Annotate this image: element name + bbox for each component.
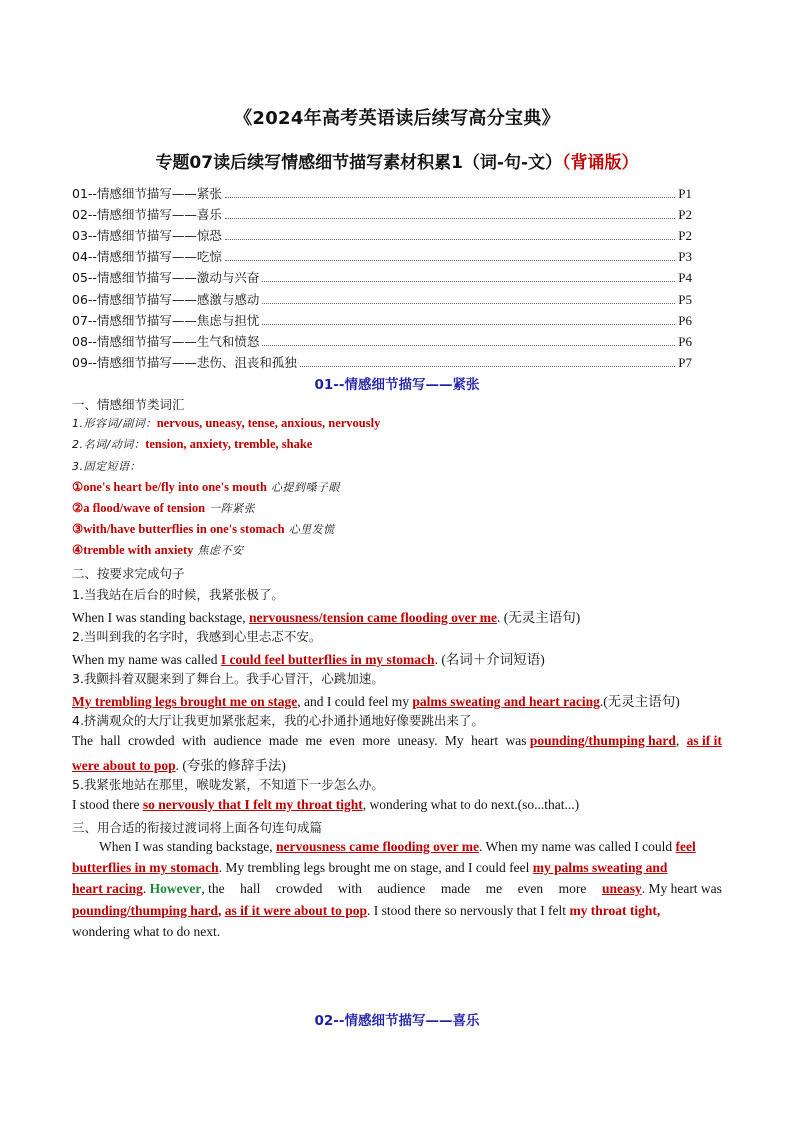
document-title: 《2024年高考英语读后续写高分宝典》	[234, 108, 560, 129]
toc-leader-dots	[262, 324, 675, 325]
paragraph-line: butterflies in my stomach. My trembling legs brought me on stage, and I could feel my palms sweating and	[72, 860, 668, 875]
part3-title: 三、用合适的衔接过渡词将上面各句连句成篇	[72, 820, 323, 835]
question-2-chinese: 2.当叫到我的名字时，我感到心里忐忑不安。	[72, 629, 322, 644]
toc-entry-page: P5	[678, 291, 692, 307]
toc-entry-page: P4	[678, 270, 692, 286]
toc-leader-dots	[225, 260, 675, 261]
toc-leader-dots	[300, 366, 675, 367]
noun-words: tension, anxiety, tremble, shake	[145, 437, 313, 451]
toc-entry-page: P2	[678, 207, 692, 223]
phrase-item: ①one's heart be/fly into one's mouth 心提到嗓子眼	[72, 480, 340, 494]
toc-entry-page: P6	[678, 312, 692, 328]
toc-entry-label: 05--情感细节描写——激动与兴奋	[72, 270, 260, 286]
question-1-chinese: 1.当我站在后台的时候，我紧张极了。	[72, 587, 284, 602]
subtitle-tag: （背诵版）	[562, 153, 639, 172]
part1-title: 一、情感细节类词汇	[72, 397, 185, 412]
toc-entry[interactable]	[72, 286, 692, 307]
toc-entry[interactable]	[72, 308, 692, 329]
toc-entry-label: 04--情感细节描写——吃惊	[72, 249, 222, 265]
toc-entry[interactable]	[72, 329, 692, 350]
section-heading-01: 01--情感细节描写——紧张	[314, 377, 480, 393]
paragraph-line: heart racing. However, the hall crowded with audience made me even more uneasy. My heart was	[72, 881, 722, 896]
phrase-item: ②a flood/wave of tension 一阵紧张	[72, 501, 256, 515]
toc-entry-label: 03--情感细节描写——惊恐	[72, 228, 222, 244]
question-3-answer: My trembling legs brought me on stage, and I could feel my palms sweating and heart racing.(无灵主语句)	[72, 694, 680, 709]
question-3-chinese: 3.我颤抖着双腿来到了舞台上。我手心冒汗，心跳加速。	[72, 671, 384, 686]
toc-leader-dots	[225, 218, 675, 219]
question-4-answer-line1: The hall crowded with audience made me even more uneasy. My heart was pounding/thumping hard, as if it	[72, 733, 722, 748]
paragraph-line: When I was standing backstage, nervousness came flooding over me. When my name was called I could feel	[99, 839, 696, 854]
toc-entry-page: P1	[678, 186, 692, 202]
question-1-answer: When I was standing backstage, nervousness/tension came flooding over me. (无灵主语句)	[72, 610, 581, 625]
phrase-label: 3.固定短语：	[72, 460, 141, 473]
phrase-item: ④tremble with anxiety 焦虑不安	[72, 543, 244, 557]
connector-word: However	[149, 881, 202, 896]
table-of-contents	[72, 181, 692, 371]
toc-entry[interactable]	[72, 181, 692, 202]
question-5-answer: I stood there so nervously that I felt my throat tight, wondering what to do next.(so...that...)	[72, 797, 580, 812]
toc-entry-label: 08--情感细节描写——生气和愤怒	[72, 333, 260, 349]
toc-entry-page: P2	[678, 228, 692, 244]
noun-line: 2.名词/动词：tension, anxiety, tremble, shake	[72, 437, 313, 451]
adjective-line: 1.形容词/副词：nervous, uneasy, tense, anxious, nervously	[72, 416, 381, 430]
toc-entry-page: P7	[678, 354, 692, 370]
toc-entry[interactable]	[72, 265, 692, 286]
toc-entry[interactable]	[72, 350, 692, 371]
toc-leader-dots	[262, 345, 675, 346]
part2-title: 二、按要求完成句子	[72, 566, 185, 581]
section-heading-02: 02--情感细节描写——喜乐	[314, 1013, 480, 1029]
toc-entry-page: P3	[678, 249, 692, 265]
toc-entry[interactable]	[72, 223, 692, 244]
toc-leader-dots	[262, 281, 675, 282]
paragraph-line: pounding/thumping hard, as if it were about to pop. I stood there so nervously that I felt my throat tight,	[72, 903, 661, 918]
toc-entry[interactable]	[72, 202, 692, 223]
toc-entry-label: 02--情感细节描写——喜乐	[72, 207, 222, 223]
toc-entry-label: 07--情感细节描写——焦虑与担忧	[72, 312, 260, 328]
question-4-answer-line2: were about to pop. (夸张的修辞手法)	[72, 758, 286, 773]
toc-entry[interactable]	[72, 244, 692, 265]
toc-entry-label: 06--情感细节描写——感激与感动	[72, 291, 260, 307]
phrase-item: ③with/have butterflies in one's stomach 心里发慌	[72, 522, 335, 536]
subtitle-main: 专题07读后续写情感细节描写素材积累1（词-句-文）	[155, 153, 563, 173]
toc-leader-dots	[225, 197, 675, 198]
toc-entry-label: 01--情感细节描写——紧张	[72, 186, 222, 202]
question-4-chinese: 4.挤满观众的大厅让我更加紧张起来，我的心扑通扑通地好像要跳出来了。	[72, 713, 484, 728]
toc-entry-label: 09--情感细节描写——悲伤、沮丧和孤独	[72, 354, 297, 370]
document-subtitle	[0, 148, 794, 173]
paragraph-line: wondering what to do next.	[72, 924, 221, 939]
question-5-chinese: 5.我紧张地站在那里，喉咙发紧，不知道下一步怎么办。	[72, 777, 384, 792]
toc-leader-dots	[262, 303, 675, 304]
adjective-words: nervous, uneasy, tense, anxious, nervously	[156, 416, 381, 430]
toc-entry-page: P6	[678, 333, 692, 349]
toc-leader-dots	[225, 239, 675, 240]
question-2-answer: When my name was called I could feel butterflies in my stomach. (名词＋介词短语)	[72, 652, 545, 667]
